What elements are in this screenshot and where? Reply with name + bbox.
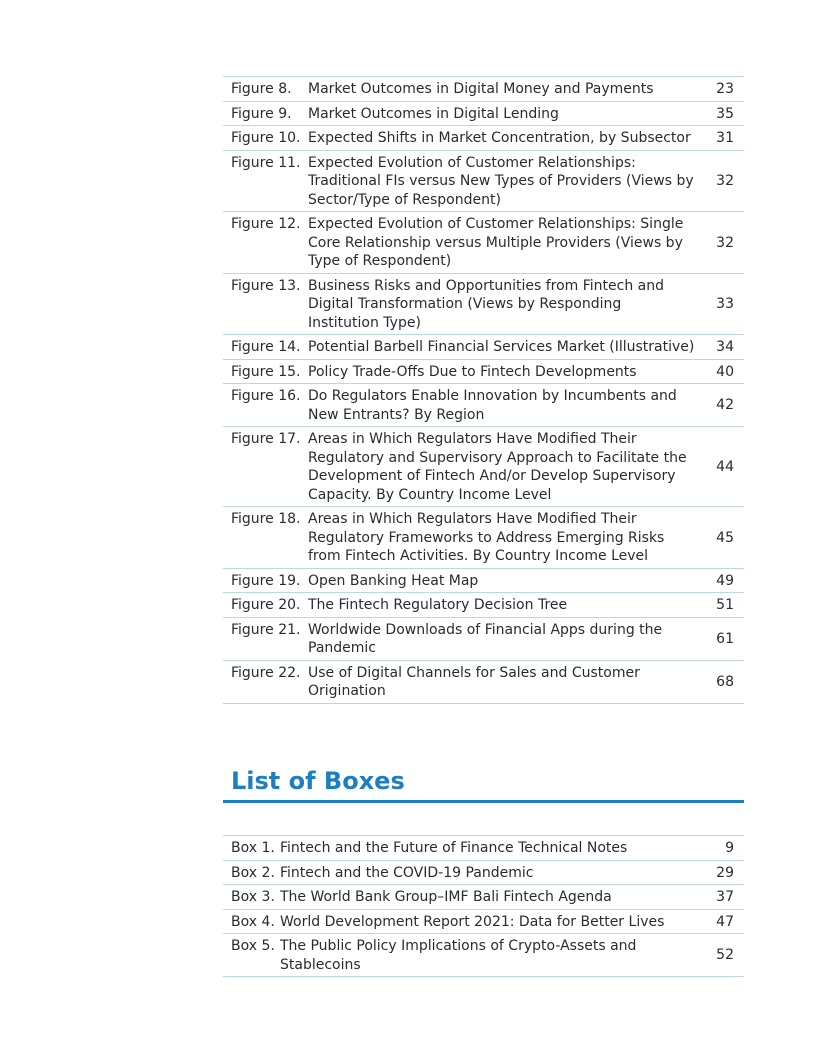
page-number: 9 bbox=[725, 840, 734, 856]
figure-title: Business Risks and Opportunities from Fintech and Digital Transformation (Views by Responding Institution Type) bbox=[308, 277, 665, 331]
figure-title: Expected Shifts in Market Concentration, by Subsector bbox=[308, 130, 691, 146]
figure-title: Expected Evolution of Customer Relationships: Single Core Relationship versus Multiple Providers (Views by Type of Respondent) bbox=[308, 216, 684, 269]
figure-number: Figure 21. bbox=[231, 621, 301, 638]
page-number: 40 bbox=[716, 363, 734, 380]
figure-number: Figure 12. bbox=[231, 216, 301, 232]
figure-entry-8[interactable] bbox=[223, 77, 744, 102]
figure-number: Figure 22. bbox=[231, 664, 301, 681]
page-number: 34 bbox=[716, 339, 734, 355]
figure-entry-16[interactable] bbox=[223, 384, 744, 427]
figure-title: Potential Barbell Financial Services Market (Illustrative) bbox=[308, 339, 695, 355]
figure-entry-9[interactable] bbox=[223, 102, 744, 127]
figure-entry-14[interactable] bbox=[223, 335, 744, 360]
figure-entry-21[interactable] bbox=[223, 618, 744, 661]
page-number: 47 bbox=[716, 913, 734, 930]
figure-title: Open Banking Heat Map bbox=[308, 572, 479, 589]
figure-entry-10[interactable] bbox=[223, 126, 744, 151]
section-heading: List of Boxes bbox=[231, 767, 405, 795]
figure-title: Expected Evolution of Customer Relationships: Traditional FIs versus New Types of Providers (Views by Sector/Type of Respondent) bbox=[308, 154, 694, 208]
box-entry-2[interactable] bbox=[223, 861, 744, 886]
figure-entry-12[interactable] bbox=[223, 212, 744, 274]
figure-title: Areas in Which Regulators Have Modified Their Regulatory Frameworks to Address Emerging Risks from Fintech Activities. By Country Income Level bbox=[308, 511, 665, 564]
figure-entry-11[interactable] bbox=[223, 151, 744, 213]
figure-number: Figure 17. bbox=[231, 431, 301, 447]
list-of-boxes-table bbox=[223, 835, 744, 977]
figure-entry-22[interactable] bbox=[223, 661, 744, 704]
figure-number: Figure 16. bbox=[231, 388, 301, 404]
box-number: Box 1. bbox=[231, 840, 275, 856]
figure-entry-17[interactable] bbox=[223, 427, 744, 507]
figure-number: Figure 11. bbox=[231, 154, 301, 171]
figure-title: The Fintech Regulatory Decision Tree bbox=[308, 597, 568, 613]
page-number: 42 bbox=[716, 397, 734, 414]
figure-number: Figure 8. bbox=[231, 81, 292, 97]
box-title: World Development Report 2021: Data for Better Lives bbox=[280, 913, 665, 930]
figure-entry-19[interactable] bbox=[223, 569, 744, 594]
page-number: 37 bbox=[716, 889, 734, 905]
box-entry-5[interactable] bbox=[223, 934, 744, 977]
figure-number: Figure 18. bbox=[231, 511, 301, 527]
list-of-boxes-heading-block bbox=[223, 765, 744, 803]
page-number: 61 bbox=[716, 630, 734, 647]
figure-title: Worldwide Downloads of Financial Apps during the Pandemic bbox=[308, 621, 663, 656]
figure-number: Figure 13. bbox=[231, 277, 301, 294]
figure-title: Market Outcomes in Digital Money and Payments bbox=[308, 81, 654, 97]
figure-title: Use of Digital Channels for Sales and Customer Origination bbox=[308, 664, 640, 699]
figure-entry-15[interactable] bbox=[223, 360, 744, 385]
box-number: Box 3. bbox=[231, 889, 275, 905]
page-number: 23 bbox=[716, 81, 734, 97]
figure-entry-20[interactable] bbox=[223, 593, 744, 618]
box-title: Fintech and the COVID-19 Pandemic bbox=[280, 864, 534, 881]
box-number: Box 4. bbox=[231, 913, 275, 930]
figure-entry-18[interactable] bbox=[223, 507, 744, 569]
page-number: 45 bbox=[716, 529, 734, 546]
page-number: 33 bbox=[716, 296, 734, 312]
figure-title: Do Regulators Enable Innovation by Incumbents and New Entrants? By Region bbox=[308, 388, 677, 423]
box-entry-4[interactable] bbox=[223, 910, 744, 935]
page-number: 49 bbox=[716, 572, 734, 589]
figure-title: Policy Trade-Offs Due to Fintech Developments bbox=[308, 363, 637, 380]
page-number: 32 bbox=[716, 173, 734, 189]
page-number: 44 bbox=[716, 458, 734, 475]
page-number: 51 bbox=[716, 597, 734, 613]
box-title: The Public Policy Implications of Crypto-Assets and Stablecoins bbox=[280, 938, 637, 973]
box-entry-3[interactable] bbox=[223, 885, 744, 910]
figure-entry-13[interactable] bbox=[223, 274, 744, 336]
page-number: 31 bbox=[716, 130, 734, 146]
page-number: 35 bbox=[716, 105, 734, 122]
figure-number: Figure 19. bbox=[231, 572, 301, 589]
box-title: Fintech and the Future of Finance Technical Notes bbox=[280, 840, 628, 856]
box-number: Box 2. bbox=[231, 864, 275, 881]
page-number: 52 bbox=[716, 947, 734, 964]
figure-number: Figure 9. bbox=[231, 105, 292, 122]
page-number: 32 bbox=[716, 234, 734, 251]
figure-number: Figure 10. bbox=[231, 130, 301, 146]
figure-number: Figure 14. bbox=[231, 339, 301, 355]
figure-number: Figure 20. bbox=[231, 597, 301, 613]
box-number: Box 5. bbox=[231, 938, 275, 954]
figure-title: Areas in Which Regulators Have Modified Their Regulatory and Supervisory Approach to Facilitate the Development of Fintech And/or Develop Supervisory Capacity. By Country Income Level bbox=[308, 431, 687, 503]
figure-number: Figure 15. bbox=[231, 363, 301, 380]
box-title: The World Bank Group–IMF Bali Fintech Agenda bbox=[280, 889, 612, 905]
page-number: 29 bbox=[716, 864, 734, 881]
figure-title: Market Outcomes in Digital Lending bbox=[308, 105, 559, 122]
box-entry-1[interactable] bbox=[223, 836, 744, 861]
page-number: 68 bbox=[716, 673, 734, 690]
list-of-figures-table bbox=[223, 76, 744, 704]
